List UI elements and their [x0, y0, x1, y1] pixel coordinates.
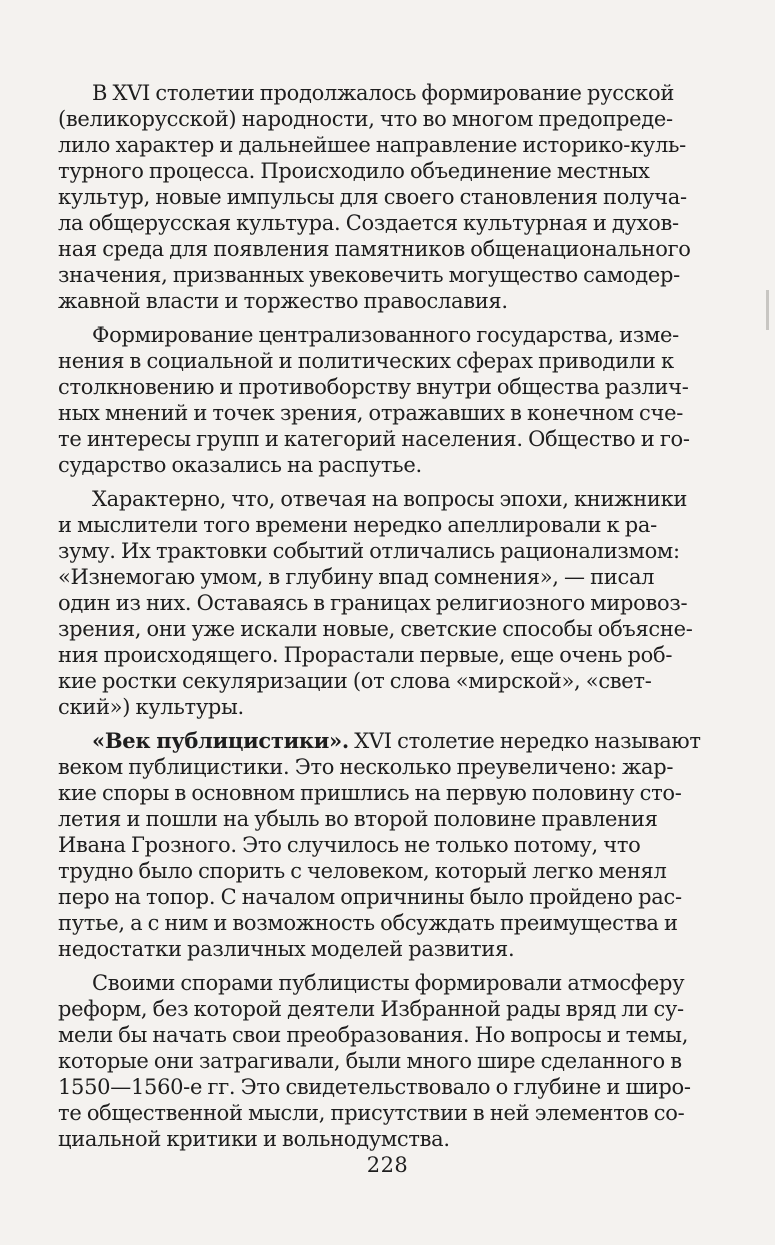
text-line: «Изнемогаю умом, в глубину впад сомнения», — писал: [58, 565, 655, 589]
text-line: ния происходящего. Прорастали первые, еще очень роб-: [58, 643, 673, 667]
text-line: те интересы групп и категорий населения. Общество и го-: [58, 427, 690, 451]
text-line: недостатки различных моделей развития.: [58, 937, 515, 961]
text-run: XVI столетие нередко называют: [348, 729, 701, 753]
paragraph-1: [58, 80, 730, 314]
text-line: Формирование централизованного государства, изме-: [92, 323, 679, 347]
page-number: 228: [366, 1153, 409, 1177]
text-line-with-heading: [58, 728, 730, 754]
text-line: которые они затрагивали, были много шире сделанного в: [58, 1049, 682, 1073]
text-line: ла общерусская культура. Создается культурная и духов-: [58, 211, 679, 235]
text-line: трудно было спорить с человеком, который легко менял: [58, 859, 667, 883]
text-line: ных мнений и точек зрения, отражавших в конечном сче-: [58, 401, 684, 425]
paragraph-4: [58, 728, 730, 962]
paragraph-5: [58, 970, 730, 1152]
text-line: 1550—1560-е гг. Это свидетельствовало о глубине и широ-: [58, 1075, 691, 1099]
text-line: перо на топор. С началом опричнины было пройдено рас-: [58, 885, 682, 909]
text-line: зрения, они уже искали новые, светские способы объясне-: [58, 617, 693, 641]
text-line: нения в социальной и политических сферах приводили к: [58, 349, 674, 373]
text-line: Характерно, что, отвечая на вопросы эпохи, книжники: [92, 487, 688, 511]
text-line: В XVI столетии продолжалось формирование русской: [92, 81, 675, 105]
text-line: реформ, без которой деятели Избранной рады вряд ли су-: [58, 997, 684, 1021]
text-line: летия и пошли на убыль во второй половине правления: [58, 807, 658, 831]
text-line: кие ростки секуляризации (от слова «мирской», «свет-: [58, 669, 652, 693]
text-line: ский») культуры.: [58, 695, 244, 719]
paragraph-3: [58, 486, 730, 720]
text-line: сударство оказались на распутье.: [58, 453, 422, 477]
text-line: Своими спорами публицисты формировали атмосферу: [92, 971, 685, 995]
text-line: (великорусской) народности, что во многом предопреде-: [58, 107, 673, 131]
text-line: кие споры в основном пришлись на первую половину сто-: [58, 781, 682, 805]
paragraph-2: [58, 322, 730, 478]
text-line: те общественной мысли, присутствии в ней элементов со-: [58, 1101, 685, 1125]
page-edge-shadow: [766, 290, 769, 330]
text-line: Ивана Грозного. Это случилось не только потому, что: [58, 833, 641, 857]
text-line: один из них. Оставаясь в границах религиозного мировоз-: [58, 591, 688, 615]
text-line: столкновению и противоборству внутри общества различ-: [58, 375, 689, 399]
text-line: ная среда для появления памятников общенационального: [58, 237, 691, 261]
page-body: [58, 80, 730, 1160]
text-line: значения, призванных увековечить могущество самодер-: [58, 263, 680, 287]
text-line: циальной критики и вольнодумства.: [58, 1127, 450, 1151]
text-line: турного процесса. Происходило объединение местных: [58, 159, 650, 183]
text-line: веком публицистики. Это несколько преувеличено: жар-: [58, 755, 674, 779]
text-line: и мыслители того времени нередко апеллировали к ра-: [58, 513, 657, 537]
section-heading: «Век публицистики».: [92, 728, 349, 753]
text-line: зуму. Их трактовки событий отличались рационализмом:: [58, 539, 680, 563]
text-line: путье, а с ним и возможность обсуждать преимущества и: [58, 911, 678, 935]
text-line: культур, новые импульсы для своего становления получа-: [58, 185, 687, 209]
text-line: жавной власти и торжество православия.: [58, 289, 508, 313]
text-line: лило характер и дальнейшее направление историко-куль-: [58, 133, 686, 157]
text-line: мели бы начать свои преобразования. Но вопросы и темы,: [58, 1023, 689, 1047]
